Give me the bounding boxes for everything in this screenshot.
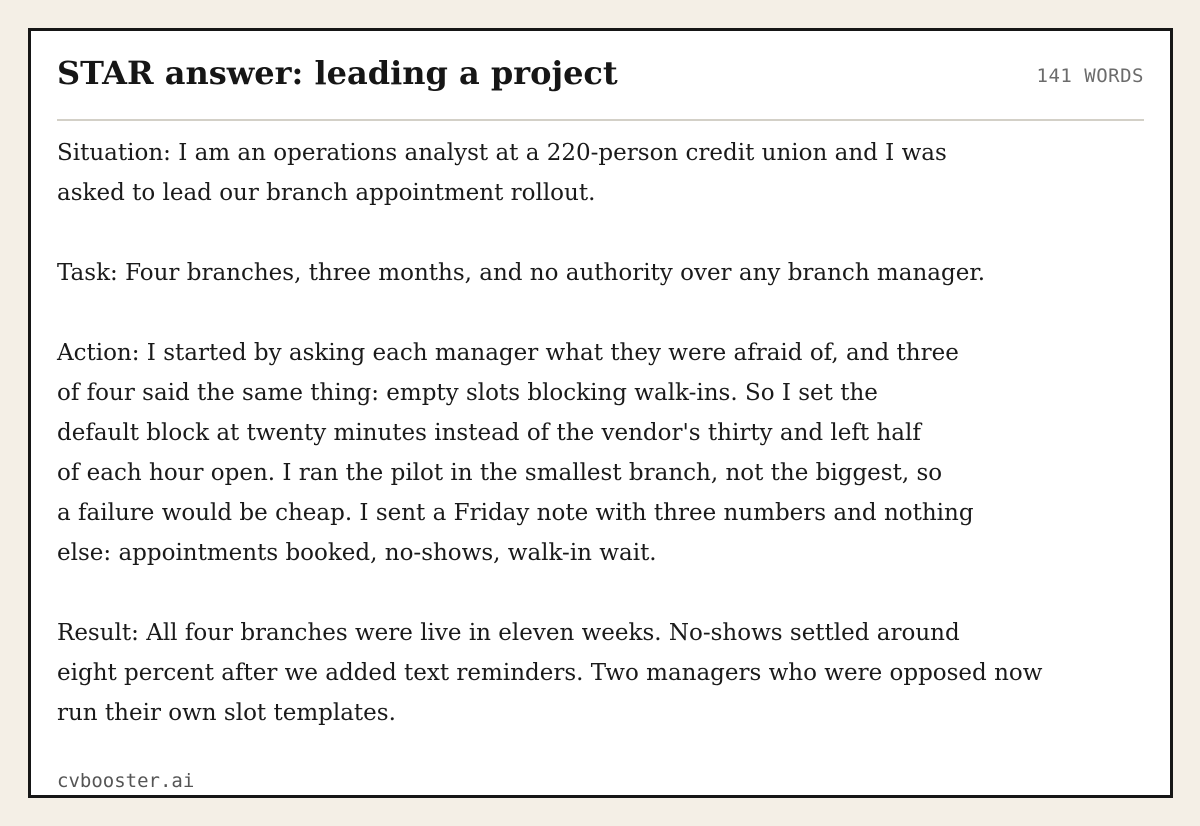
star-answer-card [28, 28, 1173, 798]
card-header [57, 31, 1144, 121]
card-title: STAR answer: leading a project [57, 54, 618, 92]
word-count-badge: 141 WORDS [1036, 65, 1144, 87]
brand-watermark: cvbooster.ai [57, 770, 195, 792]
answer-body: Situation: I am an operations analyst at a 220-person credit union and I was asked to lead our branch appointment rollout. Task: Four branches, three months, and no authority over any branch manager. Action: I started by asking each manager what they were afraid of, and three of four said the same thing: empty slots blocking walk-ins. So I set the default block at twenty minutes instead of the vendor's thirty and left half of each hour open. I ran the pilot in the smallest branch, not the biggest, so a failure would be cheap. I sent a Friday note with three numbers and nothing else: appointments booked, no-shows, walk-in wait. Result: All four branches were live in eleven weeks. No-shows settled around eight percent after we added text reminders. Two managers who were opposed now run their own slot templates. [57, 140, 1043, 726]
